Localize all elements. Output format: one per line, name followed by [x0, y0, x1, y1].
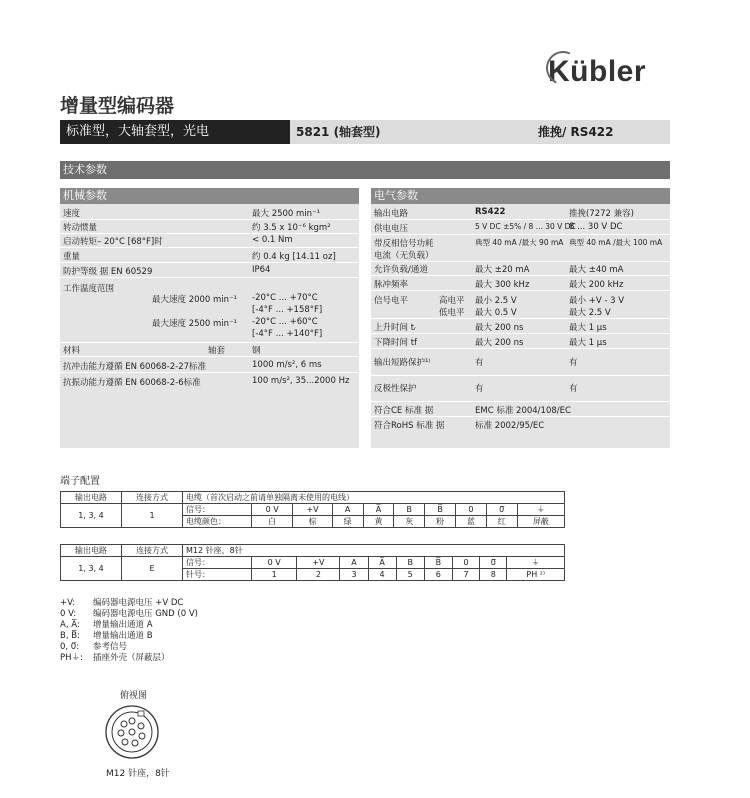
signal-cell: B̅: [424, 557, 452, 569]
signal-cell: A: [332, 504, 363, 516]
elec-value: 标准 2002/95/EC: [475, 421, 545, 431]
mech-temp-row: [60, 280, 359, 343]
elec-label: 反极性保护: [374, 384, 417, 394]
elec-row: [371, 236, 670, 262]
elec-sub-label: 高电平: [439, 296, 465, 306]
elec-value: 典型 40 mA /最大 100 mA: [569, 238, 663, 247]
color-cell: 白: [252, 516, 293, 528]
elec-value: 5 V DC ±5% / 8 ... 30 V DC: [475, 222, 576, 231]
elec-row: [371, 293, 670, 319]
pin-cell: PH ²⁾: [507, 569, 565, 581]
elec-value: 最大 ±20 mA: [475, 265, 530, 275]
elec-value: 最大 ±40 mA: [569, 265, 624, 275]
pin-table-m12: [60, 544, 565, 581]
legend-value: 插座外壳（屏蔽层）: [93, 653, 170, 663]
legend-item: [60, 609, 198, 620]
elec-value: 最小 2.5 V: [475, 296, 517, 306]
elec-label: 输出短路保护¹⁾: [374, 358, 431, 368]
connector-label: M12 针座，8针: [106, 769, 170, 779]
elec-row: [371, 207, 670, 220]
color-cell: 黄: [363, 516, 394, 528]
temp-value: -20°C ... +60°C: [252, 317, 318, 327]
elec-value: RS422: [475, 207, 506, 217]
th-connection: 连接方式: [122, 545, 183, 557]
elec-label: 下降时间 tf: [374, 338, 418, 348]
terminal-title: 端子配置: [60, 476, 100, 487]
color-cell: 粉: [425, 516, 456, 528]
product-output: 推挽/ RS422: [538, 125, 614, 139]
elec-value: 最大 200 ns: [475, 338, 524, 348]
connection-value: 1: [122, 504, 183, 528]
pin-cell: 4: [368, 569, 396, 581]
mech-value: 约 3.5 x 10⁻⁶ kgm²: [252, 223, 331, 233]
elec-value: 推挽(7272 兼容): [569, 209, 634, 219]
product-type: 标准型，大轴套型，光电: [60, 120, 290, 144]
color-cell: 蓝: [456, 516, 487, 528]
elec-value: 最大 1 µs: [569, 338, 607, 348]
elec-label: 带反相信号功耗: [374, 239, 434, 249]
elec-value: 有: [569, 358, 578, 368]
elec-value: 最大 200 ns: [475, 323, 524, 333]
signal-cell: A̅: [368, 557, 396, 569]
mech-row: [60, 221, 359, 234]
output-value: 1, 3, 4: [61, 504, 122, 528]
th-output: 输出电路: [61, 492, 122, 504]
legend-key: B, B̅:: [60, 631, 80, 641]
signal-cell: B̅: [425, 504, 456, 516]
mech-value: 100 m/s², 35...2000 Hz: [252, 376, 350, 386]
elec-label: 符合CE 标准 据: [374, 406, 434, 416]
brand-name: Kübler: [548, 55, 647, 88]
elec-label: 供电电压: [374, 224, 409, 234]
mech-row: [60, 265, 359, 278]
row-label: 信号：: [183, 557, 252, 569]
mech-label: 抗振动能力遵循 EN 60068-2-6标准: [63, 378, 201, 388]
connection-value: E: [122, 557, 183, 581]
color-cell: 灰: [394, 516, 425, 528]
elec-value: 有: [475, 358, 484, 368]
m12-connector-icon: [104, 704, 160, 760]
legend-value: 编码器电源电压 +V DC: [93, 598, 184, 608]
mech-row: [60, 250, 359, 263]
signal-cell: 0 V: [252, 504, 293, 516]
elec-row: [371, 351, 670, 376]
row-label: 电缆颜色：: [183, 516, 252, 528]
signal-cell: +V: [293, 504, 332, 516]
row-label: 信号：: [183, 504, 252, 516]
elec-value: 最大 2.5 V: [569, 308, 611, 318]
mech-value: 钢: [252, 346, 261, 356]
mech-header: 机械参数: [60, 188, 359, 204]
mech-label: 速度: [63, 209, 81, 219]
elec-sub-label: 低电平: [439, 308, 465, 318]
th-output: 输出电路: [61, 545, 122, 557]
mech-label: 抗冲击能力遵循 EN 60068-2-27标准: [63, 362, 207, 372]
pin-cell: 3: [340, 569, 368, 581]
signal-cell: 0 V: [252, 557, 297, 569]
mech-value: < 0.1 Nm: [252, 235, 293, 245]
mech-value: 最大 2500 min⁻¹: [252, 209, 320, 219]
legend-key: 0 V:: [60, 609, 77, 619]
elec-value: 有: [475, 384, 484, 394]
kubler-logo: [548, 55, 646, 89]
signal-cell: ⏚: [507, 557, 565, 569]
legend-item: [60, 653, 198, 664]
elec-row: [371, 222, 670, 235]
temp-value: [-4°F ... +140°F]: [252, 329, 323, 339]
elec-value: 最小 +V - 3 V: [569, 296, 625, 306]
elec-row: [371, 419, 670, 431]
mech-row: [60, 207, 359, 220]
mech-value: 1000 m/s², 6 ms: [252, 360, 322, 370]
legend-item: [60, 642, 198, 653]
elec-row: [371, 404, 670, 417]
elec-value: 最大 300 kHz: [475, 280, 530, 290]
mech-row: [60, 235, 359, 248]
page-title: 增量型编码器: [60, 95, 175, 117]
top-view-label: 俯视图: [120, 691, 148, 701]
mech-panel: [60, 188, 359, 448]
mech-label: 重量: [63, 252, 81, 262]
elec-value: 有: [569, 384, 578, 394]
elec-value: 最大 1 µs: [569, 323, 607, 333]
pin-cell: 1: [252, 569, 297, 581]
mech-label: 材料: [63, 346, 81, 356]
temp-value: -20°C ... +70°C: [252, 293, 318, 303]
th-connection: 连接方式: [122, 492, 183, 504]
pin-cell: 7: [452, 569, 479, 581]
elec-label: 符合RoHS 标准 据: [374, 421, 445, 431]
elec-label: 输出电路: [374, 209, 409, 219]
legend-value: 参考信号: [93, 642, 128, 652]
tech-params-header: 技术参数: [60, 161, 670, 179]
elec-value: 最大 0.5 V: [475, 308, 517, 318]
color-cell: 红: [486, 516, 517, 528]
legend-key: +V:: [60, 598, 76, 608]
pin-cell: 8: [480, 569, 507, 581]
legend-item: [60, 631, 198, 642]
elec-header: 电气参数: [371, 188, 670, 204]
product-model: 5821 (轴套型): [296, 125, 381, 139]
pin-cell: 6: [424, 569, 452, 581]
product-model-bar: [290, 120, 670, 144]
elec-label: 脉冲频率: [374, 280, 409, 290]
elec-value: EMC 标准 2004/108/EC: [475, 406, 571, 416]
signal-cell: A̅: [363, 504, 394, 516]
pin-cell: 2: [297, 569, 340, 581]
signal-cell: +V: [297, 557, 340, 569]
temp-sub-label: 最大速度 2500 min⁻¹: [152, 319, 237, 329]
elec-row: [371, 336, 670, 349]
signal-cell: ⏚: [517, 504, 564, 516]
elec-label: 允许负载/通道: [374, 265, 428, 275]
elec-row: [371, 377, 670, 402]
signal-legend: [60, 598, 198, 664]
temp-sub-label: 最大速度 2000 min⁻¹: [152, 295, 237, 305]
signal-cell: B: [396, 557, 424, 569]
mech-value: IP64: [252, 265, 271, 275]
legend-key: 0, 0̅:: [60, 642, 80, 652]
product-title-bar: [60, 120, 670, 144]
mech-label: 启动转矩– 20°C [68°F]时: [63, 237, 163, 247]
temp-value: [-4°F ... +158°F]: [252, 305, 323, 315]
elec-panel: [371, 188, 670, 448]
legend-key: A, A̅:: [60, 620, 80, 630]
signal-cell: 0̅: [480, 557, 507, 569]
legend-item: [60, 598, 198, 609]
elec-row: [371, 321, 670, 334]
legend-item: [60, 620, 198, 631]
connection-desc: 电缆（首次启动之前请单独隔离未使用的电线）: [183, 492, 565, 504]
mech-value: 约 0.4 kg [14.11 oz]: [252, 252, 336, 262]
signal-cell: B: [394, 504, 425, 516]
legend-value: 增量输出通道 B: [93, 631, 153, 641]
color-cell: 屏蔽: [517, 516, 564, 528]
color-cell: 绿: [332, 516, 363, 528]
elec-value: 最大 200 kHz: [569, 280, 624, 290]
mech-row: [60, 374, 359, 388]
elec-value: 8 ... 30 V DC: [569, 222, 623, 232]
elec-row: [371, 263, 670, 276]
row-label: 针号：: [183, 569, 252, 581]
color-cell: 棕: [293, 516, 332, 528]
elec-label: 信号电平: [374, 296, 409, 306]
elec-label: 上升时间 tᵣ: [374, 323, 417, 333]
connection-desc: M12 针座，8针: [183, 545, 565, 557]
mech-row: [60, 358, 359, 373]
legend-key: PH⏚:: [60, 653, 83, 663]
mech-label: 防护等级 据 EN 60529: [63, 267, 153, 277]
elec-row: [371, 278, 670, 291]
temp-label: 工作温度范围: [63, 284, 115, 294]
signal-cell: 0: [452, 557, 479, 569]
signal-cell: 0̅: [486, 504, 517, 516]
signal-cell: 0: [456, 504, 487, 516]
elec-value: 典型 40 mA /最大 90 mA: [475, 238, 564, 247]
mech-sub-label: 轴套: [208, 346, 226, 356]
legend-value: 增量输出通道 A: [93, 620, 153, 630]
elec-label: 电流（无负载）: [374, 251, 434, 261]
output-value: 1, 3, 4: [61, 557, 122, 581]
pin-table-cable: [60, 491, 565, 528]
signal-cell: A: [340, 557, 368, 569]
mech-row: [60, 344, 359, 357]
legend-value: 编码器电源电压 GND (0 V): [93, 609, 198, 619]
mech-label: 转动惯量: [63, 223, 98, 233]
pin-cell: 5: [396, 569, 424, 581]
